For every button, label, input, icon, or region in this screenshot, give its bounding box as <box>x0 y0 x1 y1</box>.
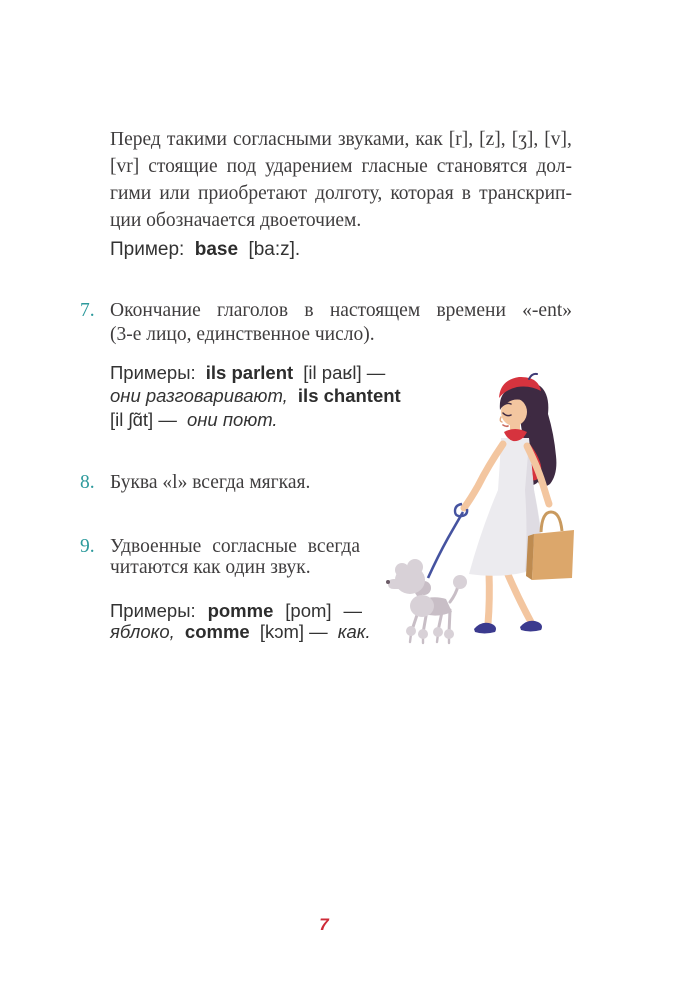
poodle-illustration <box>386 559 467 643</box>
example-word: base <box>194 239 239 260</box>
word: как <box>415 129 443 150</box>
text-line <box>110 299 572 323</box>
word: транскрип- <box>479 183 572 204</box>
word: [vr] <box>110 156 140 177</box>
word: согласными <box>233 129 332 150</box>
item-number: 7. <box>80 300 95 321</box>
word: настоящем <box>329 300 421 321</box>
word: всегда <box>307 536 360 557</box>
word: [v], <box>544 129 572 150</box>
example-transcription: [kɔm] — <box>259 620 328 642</box>
word: в <box>461 183 472 204</box>
examples-label: Примеры: <box>110 362 196 383</box>
list-item-7 <box>80 299 572 346</box>
page-number: 7 <box>319 915 329 934</box>
word: в <box>304 300 314 321</box>
example-word: comme <box>184 620 250 642</box>
text-line <box>110 361 401 384</box>
word: ударением <box>265 156 353 177</box>
text-line <box>110 153 572 180</box>
word: времени <box>436 300 506 321</box>
text-line <box>110 601 362 622</box>
front-leg <box>488 572 489 624</box>
word: [r], <box>448 129 474 150</box>
text-line: (3-е лицо, единственное число). <box>110 323 375 345</box>
example-transcription: [il paʁl] — <box>303 362 386 383</box>
example-base-line <box>110 238 300 262</box>
nose <box>500 417 502 422</box>
mouth <box>503 425 508 426</box>
word: которая <box>390 183 454 204</box>
text-line <box>110 622 371 643</box>
examples-label: Примеры: <box>110 600 196 621</box>
example-translation: как. <box>337 620 371 642</box>
example-word: pomme <box>207 600 274 621</box>
word: гими <box>110 183 152 204</box>
front-shoe <box>474 623 496 634</box>
word: приобретают <box>198 183 307 204</box>
example-transcription: [il ʃɑ̃t] — <box>110 408 177 430</box>
example-translation: они разговаривают, <box>110 385 288 407</box>
word: такими <box>166 129 227 150</box>
leash <box>428 504 467 578</box>
word: «-ent» <box>522 300 572 321</box>
word: или <box>159 183 190 204</box>
word: Окончание <box>110 300 201 321</box>
text-line: читаются как один звук. <box>110 556 311 578</box>
back-shoe <box>520 621 542 632</box>
example-transcription: [ba:z]. <box>248 239 301 260</box>
text-line <box>110 126 572 153</box>
list-item-9-examples <box>110 601 371 643</box>
text-line <box>110 384 401 407</box>
woman-walking-poodle-illustration <box>382 372 597 660</box>
text-line <box>110 408 401 431</box>
word: [z], <box>479 129 506 150</box>
illustration-svg <box>382 372 597 660</box>
word: гласные <box>361 156 428 177</box>
intro-paragraph <box>110 126 572 234</box>
list-item-9 <box>80 536 360 578</box>
item-number: 8. <box>80 472 95 493</box>
text-line <box>110 537 360 558</box>
text-line: Буква «l» всегда мягкая. <box>110 472 311 493</box>
word: глаголов <box>217 300 289 321</box>
word: согласные <box>212 536 297 557</box>
word: Удвоенные <box>110 536 202 557</box>
example-label: Пример: <box>110 239 185 260</box>
example-transcription: [pom] <box>285 600 332 621</box>
item-number: 9. <box>80 536 95 557</box>
word: дол- <box>536 156 572 177</box>
dash: — <box>343 600 362 621</box>
beret-sprig <box>529 374 537 379</box>
example-translation: яблоко, <box>110 620 175 642</box>
back-leg <box>506 570 531 622</box>
example-word: ils parlent <box>205 362 294 383</box>
list-item-7-examples <box>110 361 401 431</box>
woman-illustration <box>464 374 556 634</box>
word: становятся <box>436 156 528 177</box>
word: стоящие <box>148 156 218 177</box>
word: звуками, <box>337 129 410 150</box>
example-word: ils chantent <box>297 385 401 407</box>
example-translation: они поют. <box>186 408 278 430</box>
text-line <box>110 180 572 207</box>
word: под <box>226 156 257 177</box>
word: [ʒ], <box>511 129 539 150</box>
text-line: ции обозначается двоеточием. <box>110 210 362 231</box>
word: долготу, <box>315 183 383 204</box>
word: Перед <box>110 129 161 150</box>
